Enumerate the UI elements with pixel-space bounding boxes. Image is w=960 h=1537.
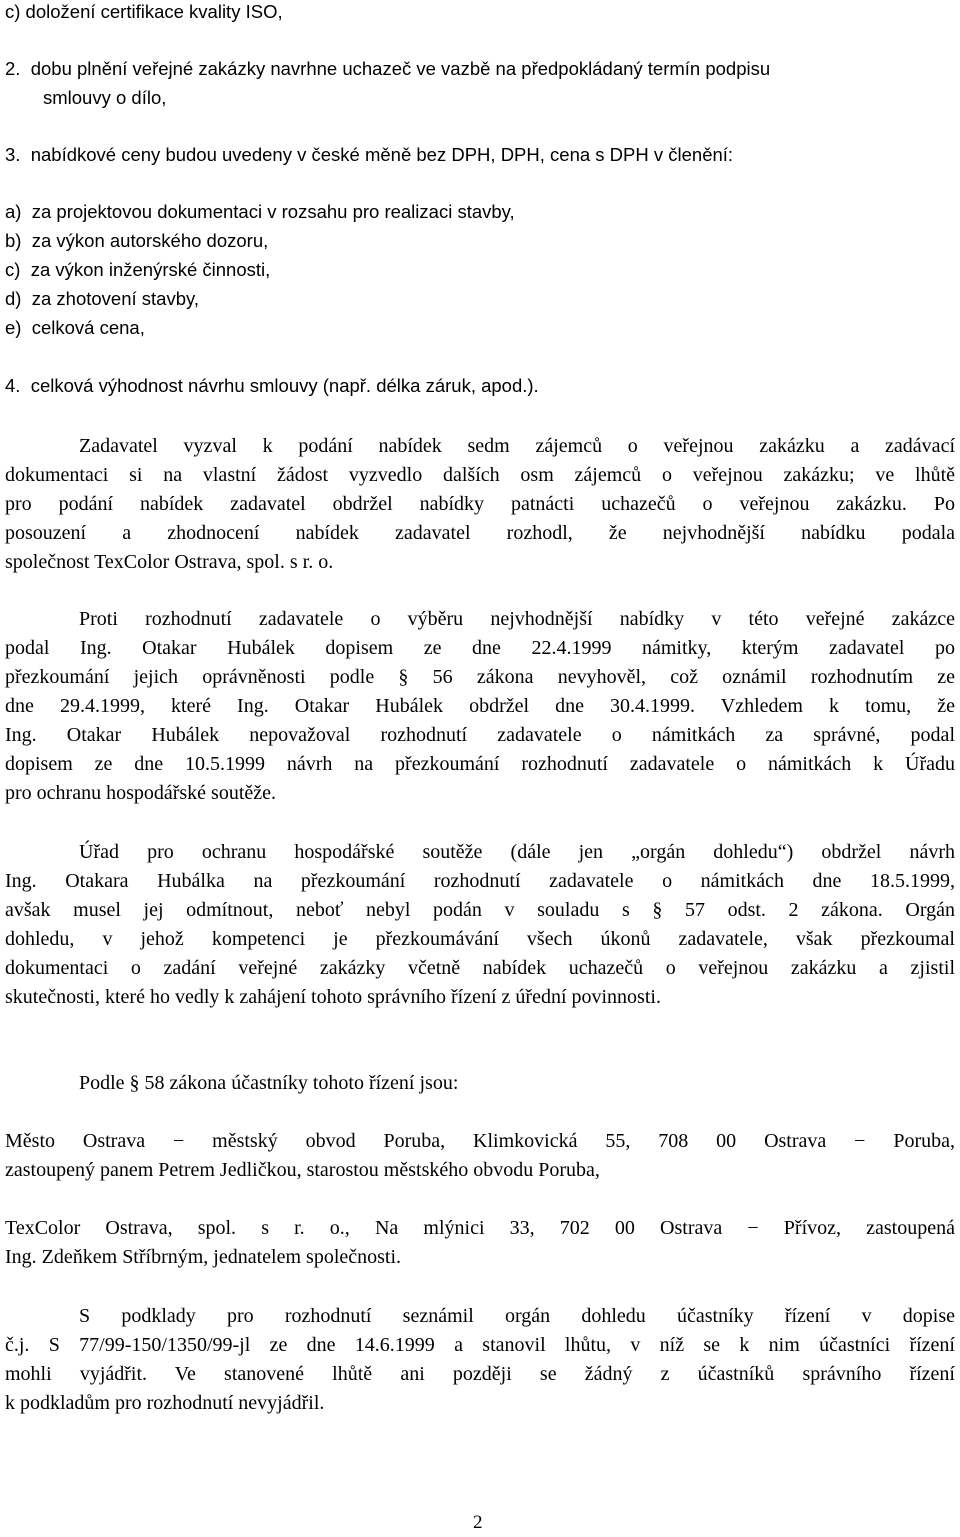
para2-line: pro ochranu hospodářské soutěže. [5, 782, 277, 804]
para2-line: Proti rozhodnutí zadavatele o výběru nejvhodnější nabídky v této veřejné zakázce [79, 608, 955, 630]
para7-line: mohli vyjádřit. Ve stanovené lhůtě ani později se žádný z účastníků správního řízení [5, 1363, 955, 1385]
sub-item-c: c) za výkon inženýrské činnosti, [5, 259, 271, 280]
criterion-iso: c) doložení certifikace kvality ISO, [5, 1, 283, 22]
para3-line: Úřad pro ochranu hospodářské soutěže (dále jen „orgán dohledu“) obdržel návrh [79, 841, 955, 863]
para1-line: dokumentaci si na vlastní žádost vyzvedlo dalších osm zájemců o veřejnou zakázku; ve lhůtě [5, 464, 955, 486]
list-item-2-line2: smlouvy o dílo, [43, 87, 167, 108]
list-item-2-line1: 2. dobu plnění veřejné zakázky navrhne uchazeč ve vazbě na předpokládaný termín podpisu [5, 58, 771, 79]
para1-line: společnost TexColor Ostrava, spol. s r. o. [5, 551, 334, 573]
para7-line: S podklady pro rozhodnutí seznámil orgán dohledu účastníky řízení v dopise [79, 1305, 955, 1327]
list-item-4: 4. celková výhodnost návrhu smlouvy (např. délka záruk, apod.). [5, 375, 539, 396]
para3-line: dohledu, v jehož kompetenci je přezkoumávání všech úkonů zadavatele, však přezkoumal [5, 928, 955, 950]
sub-item-b: b) za výkon autorského dozoru, [5, 230, 269, 251]
participant-2-line: Ing. Zdeňkem Stříbrným, jednatelem společnosti. [5, 1246, 402, 1268]
para2-line: dne 29.4.1999, které Ing. Otakar Hubálek obdržel dne 30.4.1999. Vzhledem k tomu, že [5, 695, 955, 717]
sub-item-d: d) za zhotovení stavby, [5, 288, 200, 309]
participant-1-line: zastoupený panem Petrem Jedličkou, starostou městského obvodu Poruba, [5, 1159, 600, 1181]
participants-heading: Podle § 58 zákona účastníky tohoto řízení jsou: [79, 1072, 459, 1094]
sub-item-a: a) za projektovou dokumentaci v rozsahu pro realizaci stavby, [5, 201, 515, 222]
para3-line: Ing. Otakara Hubálka na přezkoumání rozhodnutí zadavatele o námitkách dne 18.5.1999, [5, 870, 955, 892]
para3-line: dokumentaci o zadání veřejné zakázky včetně nabídek uchazečů o veřejnou zakázku a zjistil [5, 957, 955, 979]
para2-line: dopisem ze dne 10.5.1999 návrh na přezkoumání rozhodnutí zadavatele o námitkách k Úřadu [5, 753, 955, 775]
para3-line: skutečnosti, které ho vedly k zahájení tohoto správního řízení z úřední povinnosti. [5, 986, 661, 1008]
para7-line: k podkladům pro rozhodnutí nevyjádřil. [5, 1392, 325, 1414]
para2-line: přezkoumání jejich oprávněnosti podle § 56 zákona nevyhověl, což oznámil rozhodnutím ze [5, 666, 955, 688]
para2-line: Ing. Otakar Hubálek nepovažoval rozhodnutí zadavatele o námitkách za správné, podal [5, 724, 955, 746]
para1-line: Zadavatel vyzval k podání nabídek sedm zájemců o veřejnou zakázku a zadávací [79, 435, 955, 457]
page-number: 2 [473, 1512, 483, 1533]
para7-line: č.j. S 77/99-150/1350/99-jl ze dne 14.6.1999 a stanovil lhůtu, v níž se k nim účastníci řízení [5, 1334, 955, 1356]
participant-2-line: TexColor Ostrava, spol. s r. o., Na mlýnici 33, 702 00 Ostrava − Přívoz, zastoupená [5, 1217, 955, 1239]
para3-line: avšak musel jej odmítnout, neboť nebyl podán v souladu s § 57 odst. 2 zákona. Orgán [5, 899, 955, 921]
sub-item-e: e) celková cena, [5, 317, 145, 338]
para1-line: posouzení a zhodnocení nabídek zadavatel rozhodl, že nejvhodnější nabídku podala [5, 522, 955, 544]
list-item-3: 3. nabídkové ceny budou uvedeny v české měně bez DPH, DPH, cena s DPH v členění: [5, 144, 734, 165]
participant-1-line: Město Ostrava − městský obvod Poruba, Klimkovická 55, 708 00 Ostrava − Poruba, [5, 1130, 955, 1152]
para2-line: podal Ing. Otakar Hubálek dopisem ze dne 22.4.1999 námitky, kterým zadavatel po [5, 637, 955, 659]
para1-line: pro podání nabídek zadavatel obdržel nabídky patnácti uchazečů o veřejnou zakázku. Po [5, 493, 955, 515]
